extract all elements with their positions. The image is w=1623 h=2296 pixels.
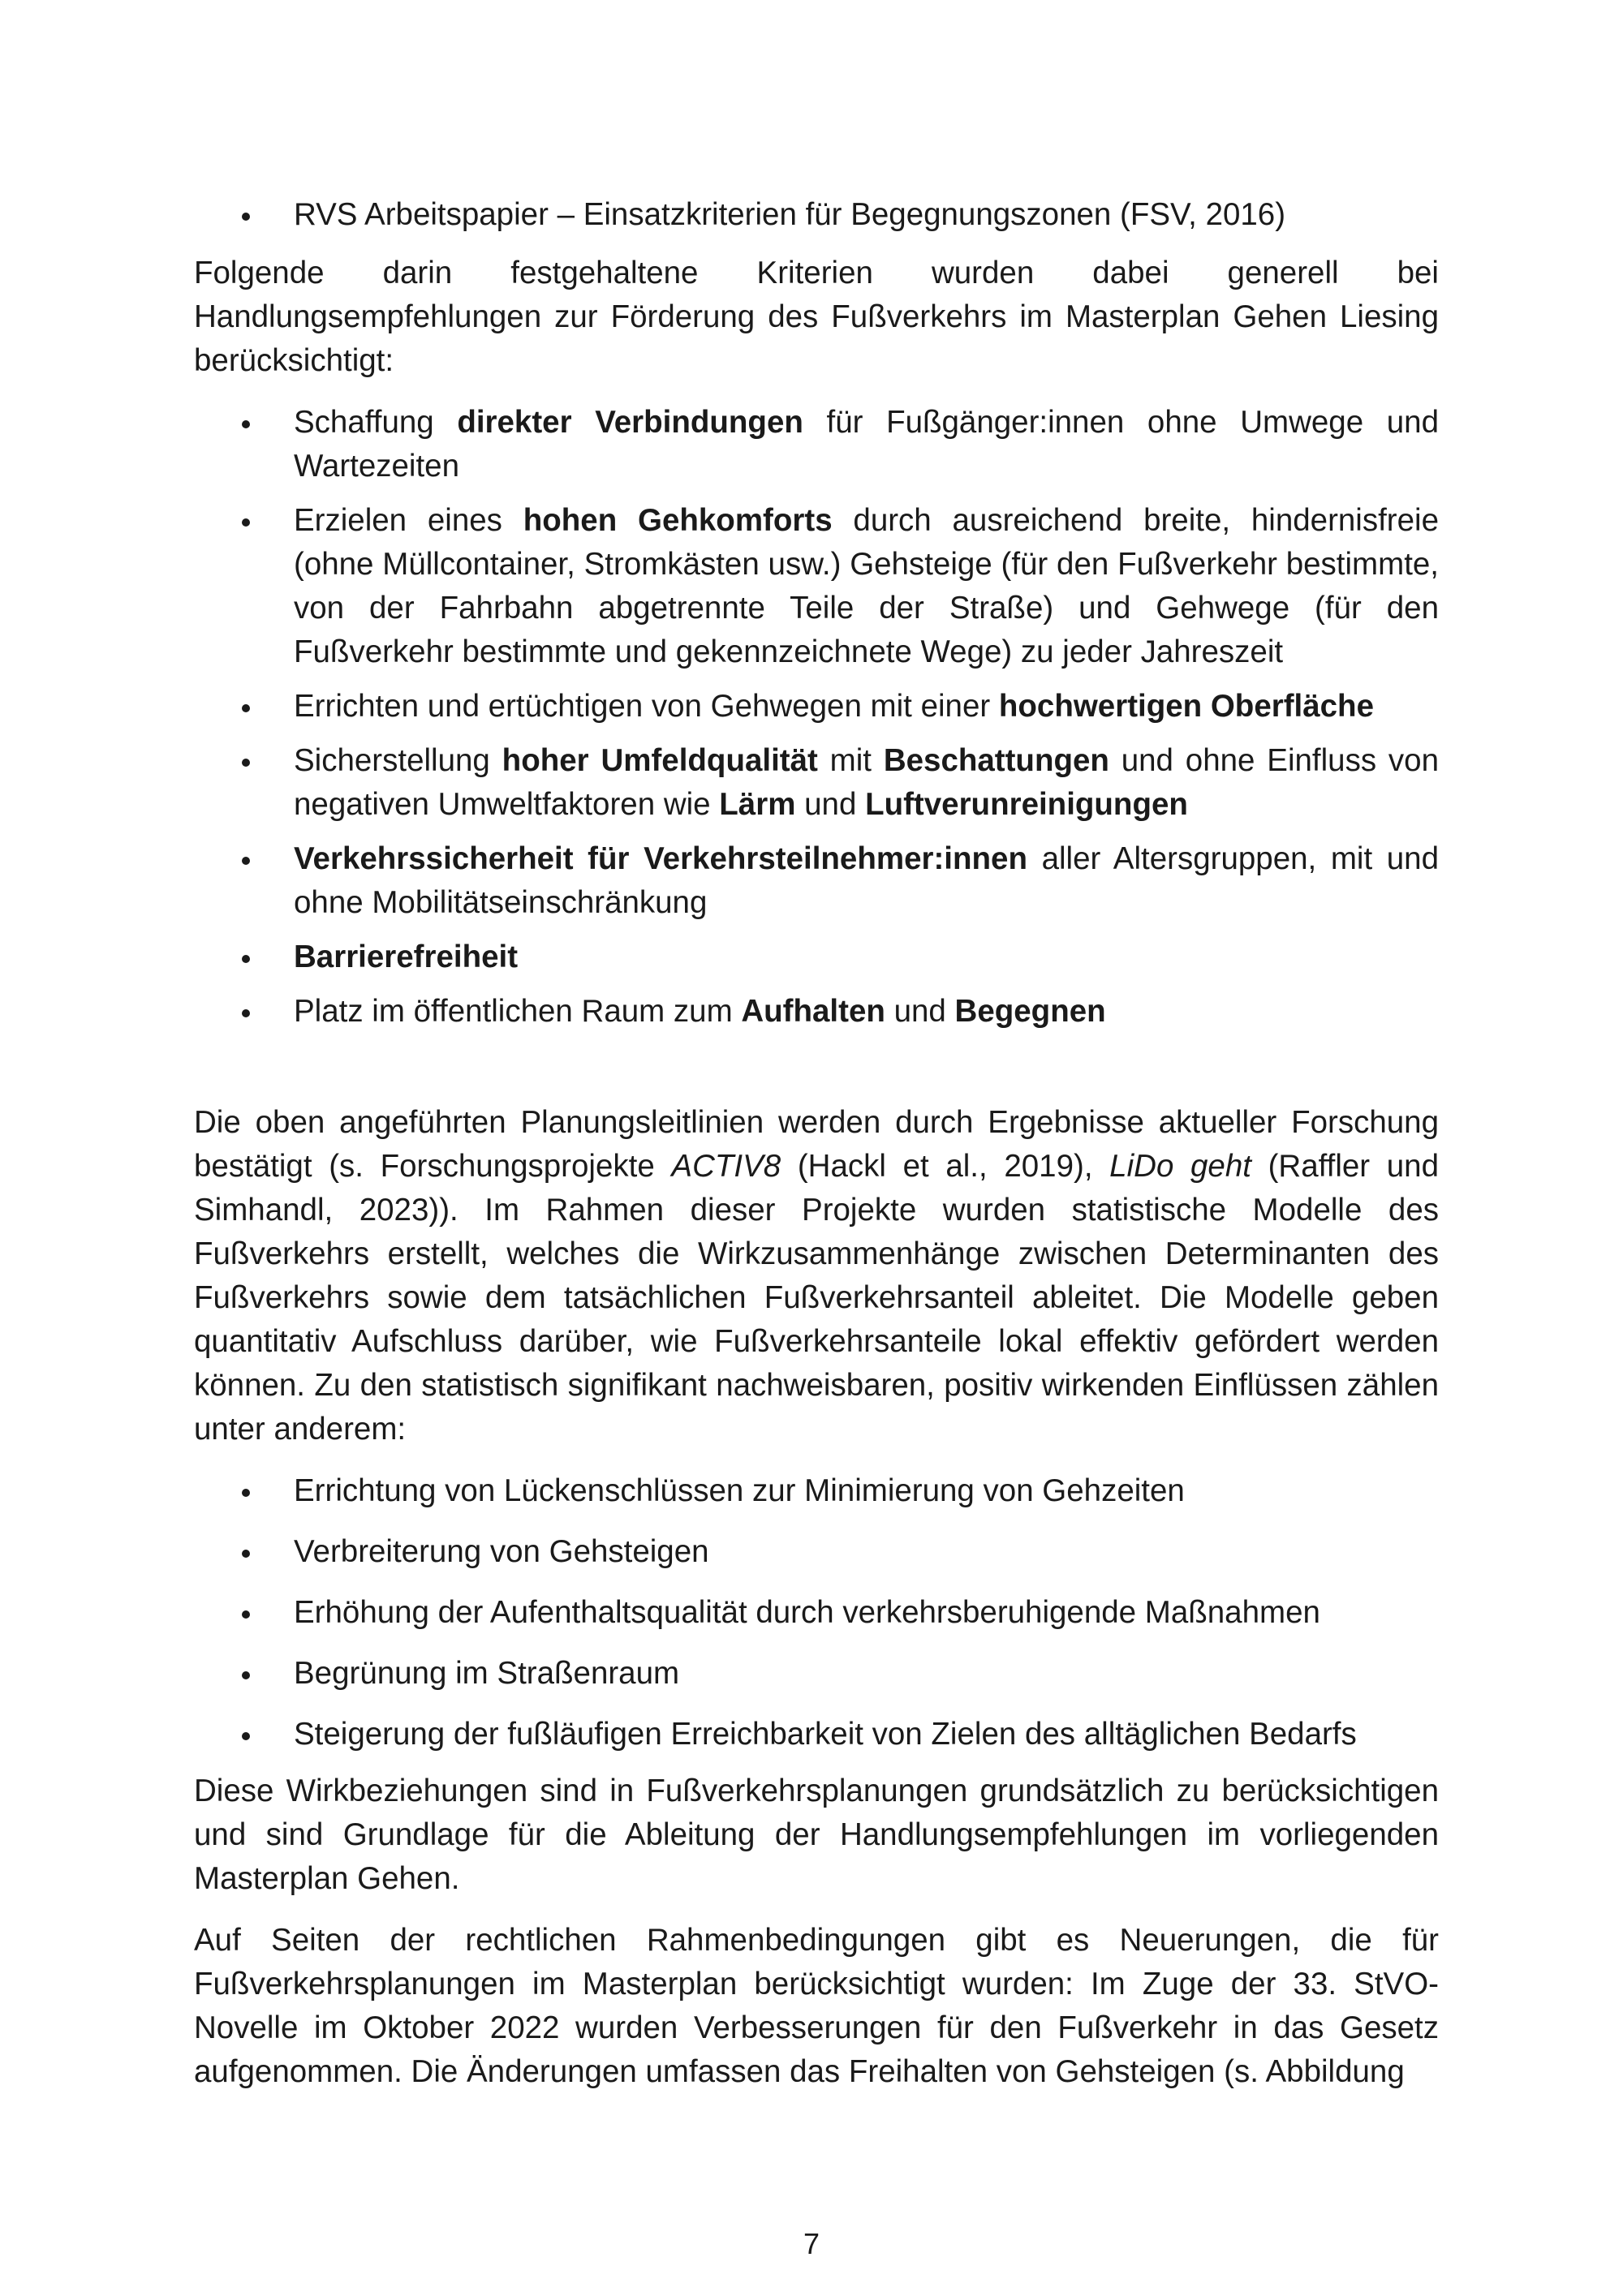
list-item — [294, 739, 1439, 827]
list-item-text: Barrierefreiheit — [294, 939, 519, 974]
bullet-icon — [242, 759, 250, 767]
influences-list — [194, 1469, 1439, 1756]
bullet-icon — [242, 1671, 250, 1679]
list-item-text: Begrünung im Straßenraum — [294, 1656, 680, 1691]
research-paragraph: Die oben angeführten Planungsleitlinien werden durch Ergebnisse aktueller Forschung bestätigt (s. Forschungsprojekte ACTIV8 (Hackl et al., 2019), LiDo geht (Raffler und Simhandl, 2023)). Im Rahmen dieser Projekte wurden statistische Modelle des Fußverkehrs erstellt, welches die Wirkzusammenhänge zwischen Determinanten des Fußverkehrs sowie dem tatsächlichen Fußverkehrsanteil ableitet. Die Modelle geben quantitativ Aufschluss darüber, wie Fußverkehrsanteile lokal effektiv gefördert werden können. Zu den statistisch signifikant nachweisbaren, positiv wirkenden Einflüssen zählen unter anderem: — [194, 1105, 1439, 1447]
list-item — [294, 401, 1439, 488]
document-page — [194, 193, 1439, 2094]
list-item-text: Erzielen eines hohen Gehkomforts durch ausreichend breite, hindernisfreie (ohne Müllcontainer, Stromkästen usw.) Gehsteige (für den Fußverkehr bestimmte, von der Fahrbahn abgetrennte Teile der Straße) und Gehwege (für den Fußverkehr bestimmte und gekennzeichnete Wege) zu jeder Jahreszeit — [294, 503, 1439, 669]
bullet-icon — [242, 955, 250, 963]
bullet-icon — [242, 213, 250, 221]
list-item-text: Verbreiterung von Gehsteigen — [294, 1534, 709, 1569]
bullet-icon — [242, 420, 250, 428]
page-number: 7 — [803, 2227, 820, 2260]
list-item-text: RVS Arbeitspapier – Einsatzkriterien für Begegnungszonen (FSV, 2016) — [294, 197, 1286, 232]
list-item — [294, 1652, 1439, 1696]
list-item-text: Platz im öffentlichen Raum zum Aufhalten und Begegnen — [294, 994, 1106, 1029]
list-item-text: Errichten und ertüchtigen von Gehwegen mit einer hochwertigen Oberfläche — [294, 689, 1374, 724]
list-item — [294, 990, 1439, 1034]
bullet-icon — [242, 1489, 250, 1497]
list-item — [294, 1591, 1439, 1635]
bullet-icon — [242, 518, 250, 527]
legal-paragraph: Auf Seiten der rechtlichen Rahmenbedingungen gibt es Neuerungen, die für Fußverkehrsplanungen im Masterplan berücksichtigt wurden: Im Zuge der 33. StVO-Novelle im Oktober 2022 wurden Verbesserungen für den Fußverkehr in das Gesetz aufgenommen. Die Änderungen umfassen das Freihalten von Gehsteigen (s. Abbildung — [194, 1923, 1439, 2089]
criteria-list — [194, 401, 1439, 1034]
bullet-icon — [242, 1732, 250, 1740]
list-item — [294, 1530, 1439, 1574]
list-item — [294, 837, 1439, 925]
list-item — [294, 193, 1439, 237]
list-item-text: Verkehrssicherheit für Verkehrsteilnehmer:innen aller Altersgruppen, mit und ohne Mobilitätseinschränkung — [294, 841, 1439, 920]
list-item-text: Steigerung der fußläufigen Erreichbarkeit von Zielen des alltäglichen Bedarfs — [294, 1717, 1357, 1752]
bullet-icon — [242, 857, 250, 865]
list-item — [294, 1469, 1439, 1513]
bullet-icon — [242, 704, 250, 712]
bullet-icon — [242, 1550, 250, 1558]
list-item — [294, 935, 1439, 979]
relations-paragraph: Diese Wirkbeziehungen sind in Fußverkehrsplanungen grundsätzlich zu berücksichtigen und sind Grundlage für die Ableitung der Handlungsempfehlungen im vorliegenden Masterplan Gehen. — [194, 1774, 1439, 1896]
bullet-icon — [242, 1610, 250, 1619]
list-item — [294, 1713, 1439, 1756]
list-item-text: Erhöhung der Aufenthaltsqualität durch verkehrsberuhigende Maßnahmen — [294, 1595, 1320, 1630]
list-item-text: Errichtung von Lückenschlüssen zur Minimierung von Gehzeiten — [294, 1473, 1185, 1508]
reference-list — [194, 193, 1439, 237]
list-item-text: Schaffung direkter Verbindungen für Fußgänger:innen ohne Umwege und Wartezeiten — [294, 405, 1439, 484]
intro-paragraph: Folgende darin festgehaltene Kriterien wurden dabei generell bei Handlungsempfehlungen zur Förderung des Fußverkehrs im Masterplan Gehen Liesing berücksichtigt: — [194, 256, 1439, 378]
bullet-icon — [242, 1009, 250, 1017]
list-item-text: Sicherstellung hoher Umfeldqualität mit Beschattungen und ohne Einfluss von negativen Umweltfaktoren wie Lärm und Luftverunreinigungen — [294, 743, 1439, 822]
list-item — [294, 499, 1439, 674]
list-item — [294, 685, 1439, 729]
